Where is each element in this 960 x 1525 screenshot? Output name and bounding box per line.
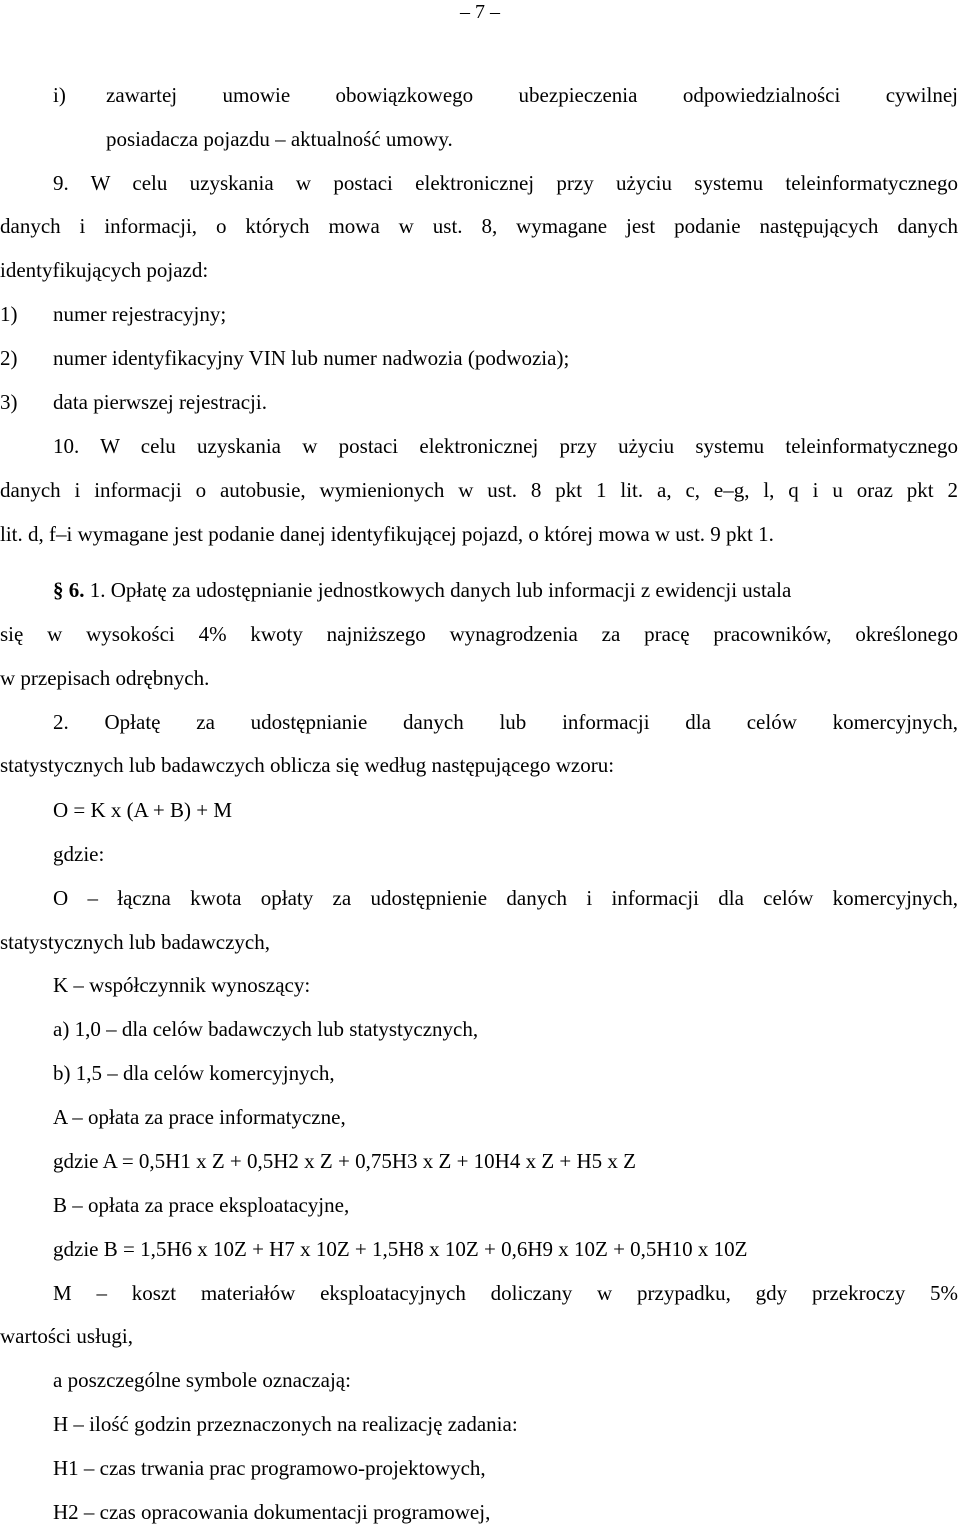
- definition-line: B – opłata za prace eksploatacyjne,: [53, 1193, 350, 1217]
- paragraph-line: posiadacza pojazdu – aktualność umowy.: [106, 127, 453, 151]
- paragraph-line: lit. d, f–i wymagane jest podanie danej identyfikującej pojazd, o której mowa w ust. 9 pkt 1.: [0, 522, 774, 546]
- paragraph-line: zawartej umowie obowiązkowego ubezpieczenia odpowiedzialności cywilnej: [106, 83, 958, 107]
- paragraph-line: 10. W celu uzyskania w postaci elektronicznej przy użyciu systemu teleinformatycznego: [53, 434, 958, 458]
- definition-line: O – łączna kwota opłaty za udostępnienie danych i informacji dla celów komercyjnych,: [53, 886, 958, 910]
- paragraph-line: a poszczególne symbole oznaczają:: [53, 1368, 351, 1392]
- definition-line: A – opłata za prace informatyczne,: [53, 1105, 346, 1129]
- definition-line: H2 – czas opracowania dokumentacji programowej,: [53, 1500, 491, 1524]
- list-marker: 2): [0, 346, 18, 370]
- paragraph-line: w przepisach odrębnych.: [0, 666, 210, 690]
- list-item: numer identyfikacyjny VIN lub numer nadwozia (podwozia);: [53, 346, 570, 370]
- section-paragraph: [53, 577, 958, 603]
- definition-line: H – ilość godzin przeznaczonych na realizację zadania:: [53, 1412, 518, 1436]
- section-number: § 6.: [53, 578, 85, 602]
- definition-line: K – współczynnik wynoszący:: [53, 973, 311, 997]
- list-marker: 1): [0, 302, 18, 326]
- list-marker: 3): [0, 390, 18, 414]
- paragraph-line: 2. Opłatę za udostępnianie danych lub informacji dla celów komercyjnych,: [53, 710, 958, 734]
- paragraph-text: 1. Opłatę za udostępnianie jednostkowych danych lub informacji z ewidencji ustala: [89, 578, 792, 602]
- definition-line: M – koszt materiałów eksploatacyjnych doliczany w przypadku, gdy przekroczy 5%: [53, 1281, 958, 1305]
- paragraph-line: identyfikujących pojazd:: [0, 258, 209, 282]
- formula: gdzie A = 0,5H1 x Z + 0,5H2 x Z + 0,75H3 x Z + 10H4 x Z + H5 x Z: [53, 1149, 637, 1173]
- paragraph-line: gdzie:: [53, 842, 105, 866]
- paragraph-line: statystycznych lub badawczych oblicza się według następującego wzoru:: [0, 753, 615, 777]
- list-item-i: [53, 82, 106, 108]
- list-item: numer rejestracyjny;: [53, 302, 227, 326]
- list-item: data pierwszej rejestracji.: [53, 390, 267, 414]
- list-item: b) 1,5 – dla celów komercyjnych,: [53, 1061, 335, 1085]
- paragraph-line: się w wysokości 4% kwoty najniższego wynagrodzenia za pracę pracowników, określonego: [0, 622, 958, 646]
- paragraph-line: danych i informacji, o których mowa w ust. 8, wymagane jest podanie następujących danych: [0, 214, 958, 238]
- page-number: – 7 –: [460, 1, 500, 23]
- formula: O = K x (A + B) + M: [53, 798, 233, 822]
- definition-line: H1 – czas trwania prac programowo-projektowych,: [53, 1456, 486, 1480]
- list-marker: i): [53, 83, 66, 107]
- list-item: a) 1,0 – dla celów badawczych lub statystycznych,: [53, 1017, 479, 1041]
- formula: gdzie B = 1,5H6 x 10Z + H7 x 10Z + 1,5H8 x 10Z + 0,6H9 x 10Z + 0,5H10 x 10Z: [53, 1237, 748, 1261]
- paragraph-line: 9. W celu uzyskania w postaci elektronicznej przy użyciu systemu teleinformatycznego: [53, 171, 958, 195]
- paragraph-line: wartości usługi,: [0, 1324, 133, 1348]
- paragraph-line: danych i informacji o autobusie, wymienionych w ust. 8 pkt 1 lit. a, c, e–g, l, q i u oraz pkt 2: [0, 478, 958, 502]
- paragraph-line: statystycznych lub badawczych,: [0, 930, 270, 954]
